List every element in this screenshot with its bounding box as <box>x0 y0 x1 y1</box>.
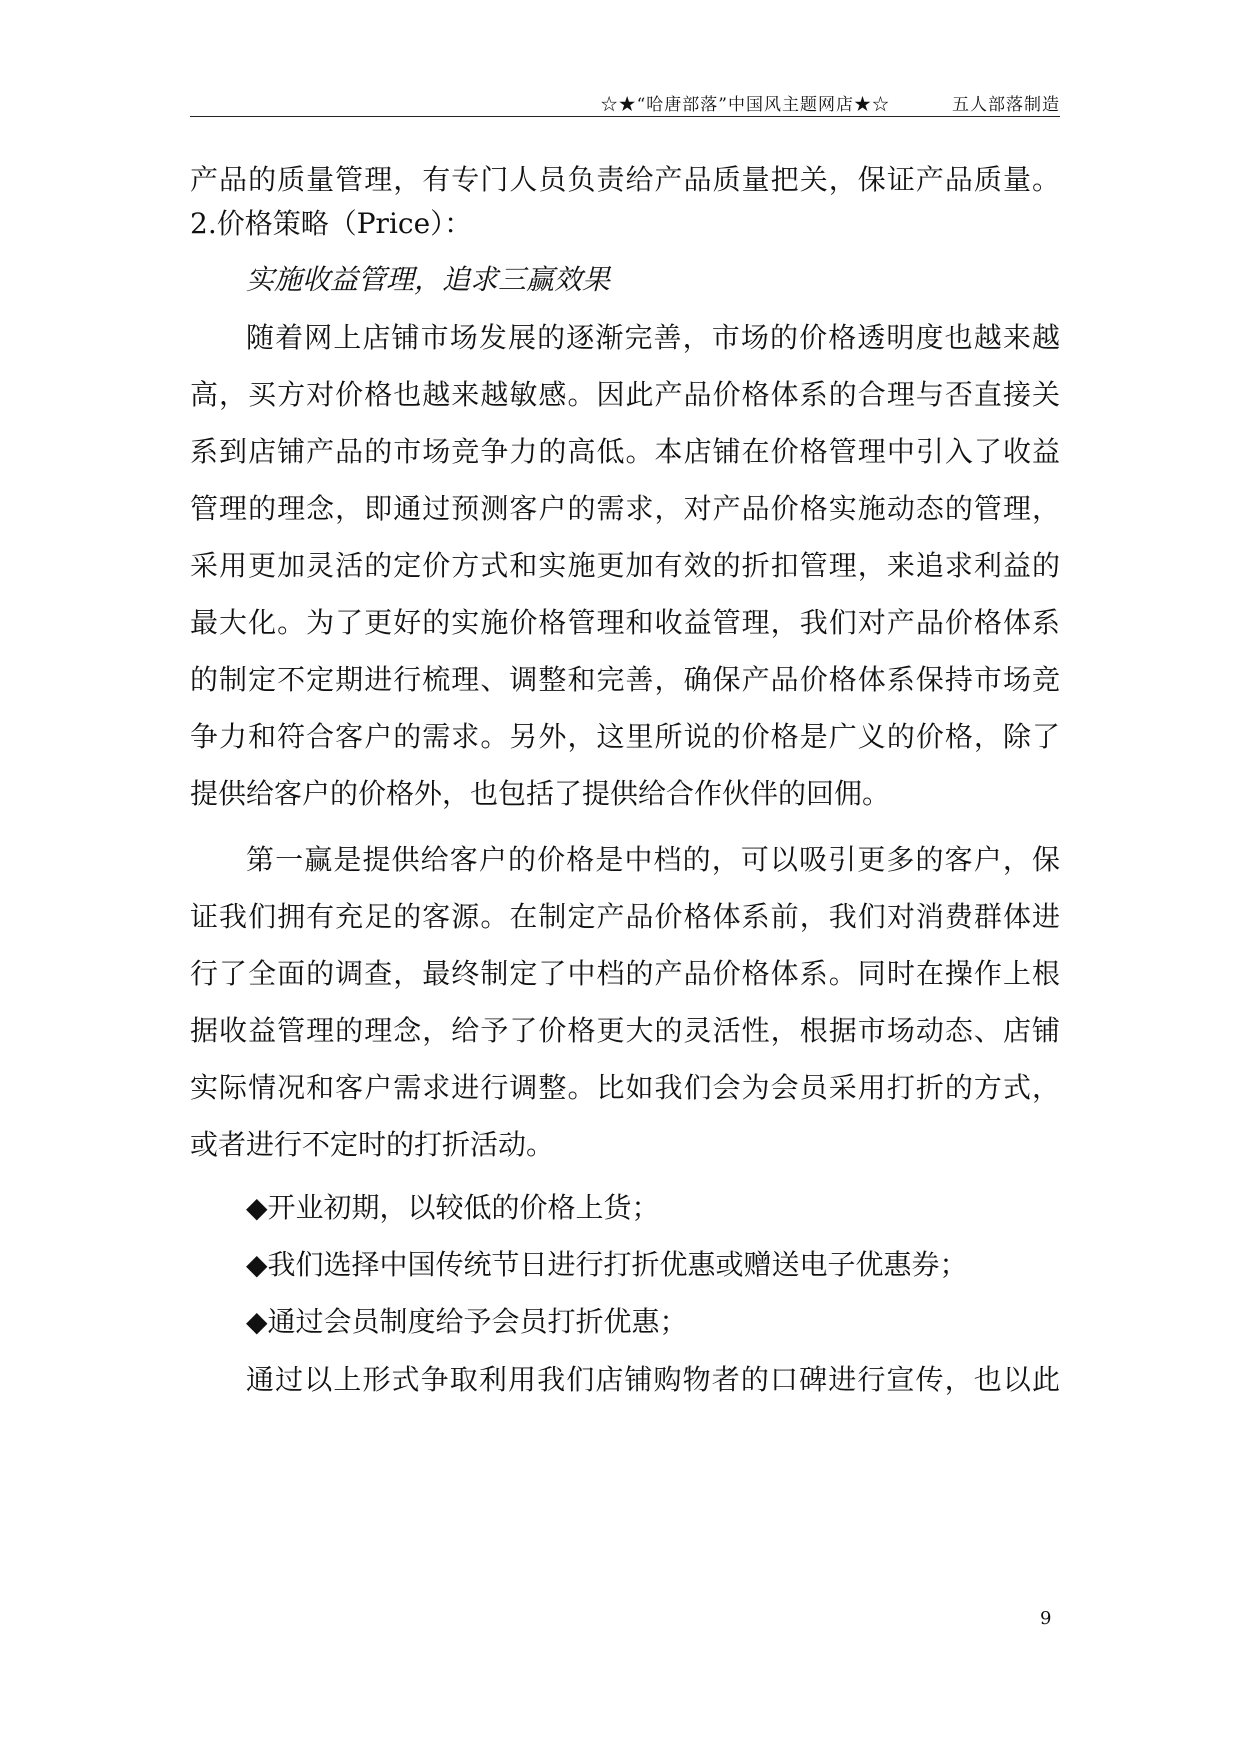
page-number: 9 <box>1040 1608 1052 1629</box>
bullet-item: ◆我们选择中国传统节日进行打折优惠或赠送电子优惠券； <box>246 1248 968 1281</box>
paragraph-line: 通过以上形式争取利用我们店铺购物者的口碑进行宣传，也以此 <box>246 1363 1060 1396</box>
paragraph-line: 行了全面的调查，最终制定了中档的产品价格体系。同时在操作上根 <box>190 957 1060 990</box>
paragraph-line: 产品的质量管理，有专门人员负责给产品质量把关，保证产品质量。 <box>190 163 1060 196</box>
paragraph-line: 第一赢是提供给客户的价格是中档的，可以吸引更多的客户，保 <box>246 843 1060 876</box>
paragraph-line: 据收益管理的理念，给予了价格更大的灵活性，根据市场动态、店铺 <box>190 1014 1060 1047</box>
paragraph-line: 高，买方对价格也越来越敏感。因此产品价格体系的合理与否直接关 <box>190 378 1060 411</box>
paragraph-line: 系到店铺产品的市场竞争力的高低。本店铺在价格管理中引入了收益 <box>190 435 1060 468</box>
bullet-item: ◆开业初期，以较低的价格上货； <box>246 1191 660 1224</box>
paragraph-line: 证我们拥有充足的客源。在制定产品价格体系前，我们对消费群体进 <box>190 900 1060 933</box>
paragraph-line: 的制定不定期进行梳理、调整和完善，确保产品价格体系保持市场竞 <box>190 663 1060 696</box>
section-heading: 2.价格策略（Price）： <box>190 207 473 240</box>
paragraph-line: 实际情况和客户需求进行调整。比如我们会为会员采用打折的方式， <box>190 1071 1060 1104</box>
paragraph-line: 提供给客户的价格外，也包括了提供给合作伙伴的回佣。 <box>190 777 891 810</box>
paragraph-line: 争力和符合客户的需求。另外，这里所说的价格是广义的价格，除了 <box>190 720 1060 753</box>
paragraph-line: 随着网上店铺市场发展的逐渐完善，市场的价格透明度也越来越 <box>246 321 1060 354</box>
header-author: 五人部落制造 <box>952 95 1060 115</box>
page-header <box>190 88 1060 117</box>
header-title: ☆★“哈唐部落”中国风主题网店★☆ <box>600 95 890 115</box>
paragraph-line: 或者进行不定时的打折活动。 <box>190 1128 555 1161</box>
bullet-item: ◆通过会员制度给予会员打折优惠； <box>246 1305 688 1338</box>
paragraph-line: 管理的理念，即通过预测客户的需求，对产品价格实施动态的管理， <box>190 492 1060 525</box>
subheading: 实施收益管理，追求三赢效果 <box>246 263 611 296</box>
paragraph-line: 采用更加灵活的定价方式和实施更加有效的折扣管理，来追求利益的 <box>190 549 1060 582</box>
paragraph-line: 最大化。为了更好的实施价格管理和收益管理，我们对产品价格体系 <box>190 606 1060 639</box>
